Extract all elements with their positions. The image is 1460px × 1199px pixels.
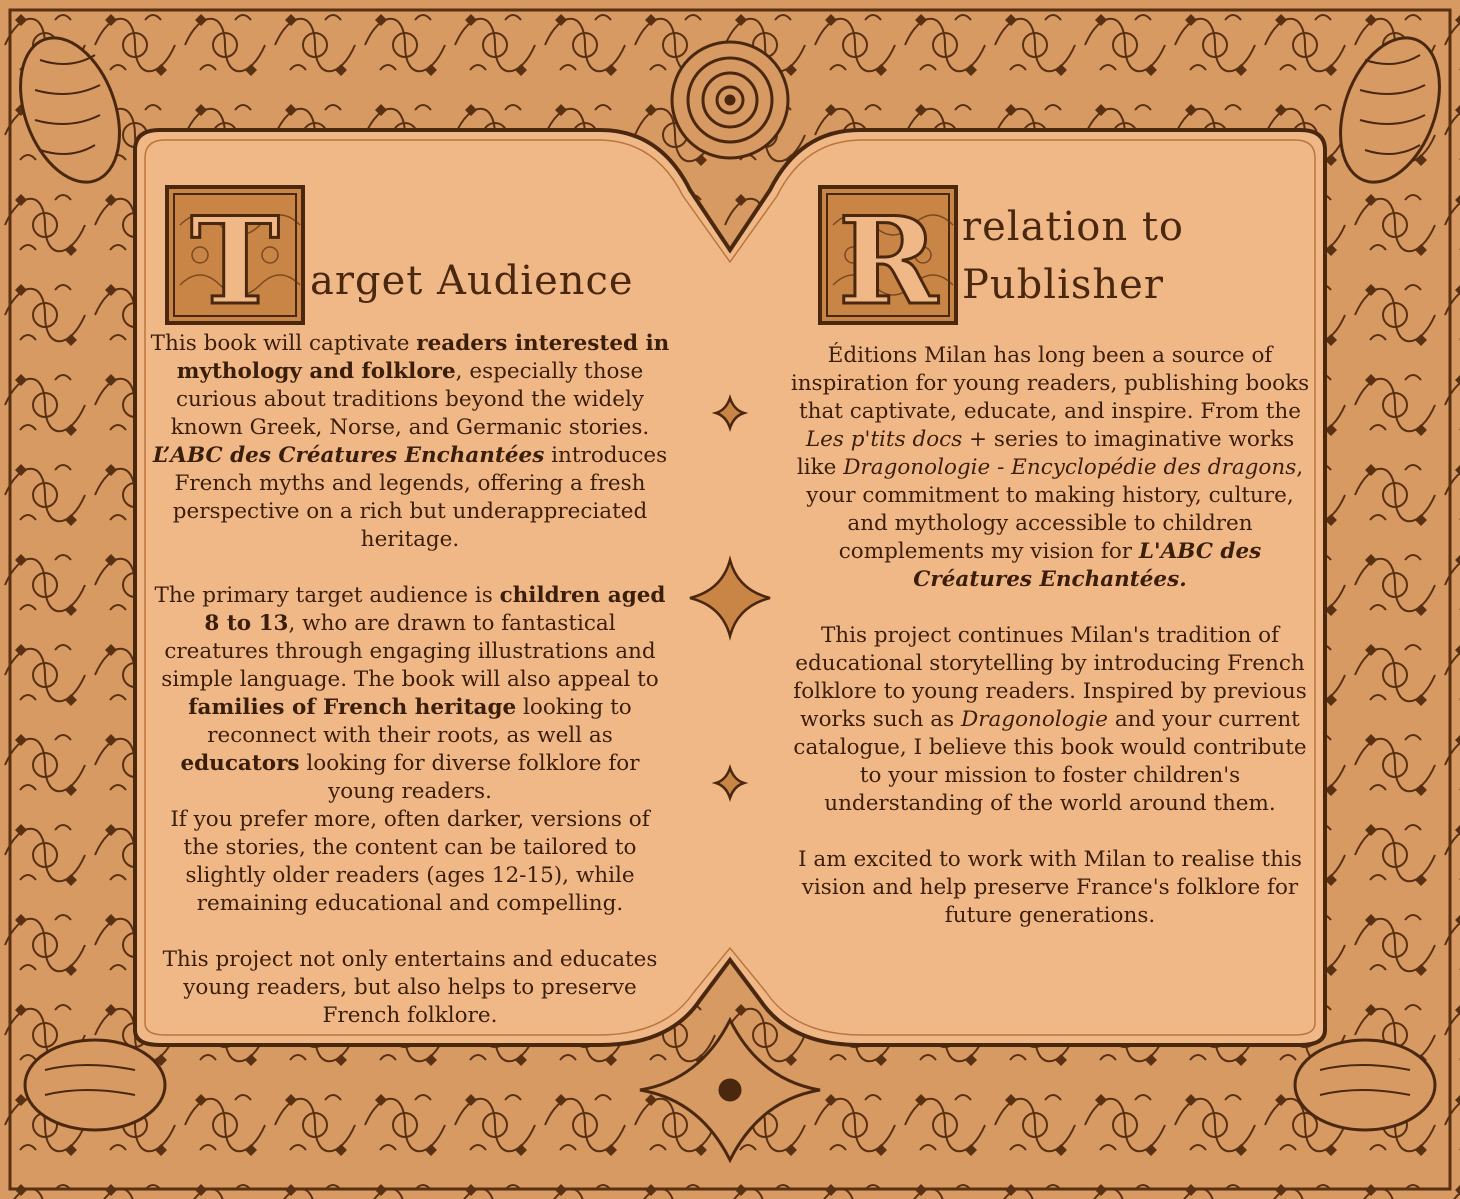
paragraph-tradition: This project continues Milan's tradition of educational storytelling by introducing French folklore to young readers. Inspired by previous works such as Dragonologie and your current catalogue, I believe this book would contribute to your mission to foster children's understanding of the world around them. — [793, 623, 1307, 816]
svg-text:T: T — [190, 191, 280, 325]
target-audience-heading — [150, 180, 670, 330]
paragraph-milan-intro: Éditions Milan has long been a source of inspiration for young readers, publishing books that captivate, educate, and inspire. From the Les p'tits docs + series to imaginative works like Dragonologie - Encyclopédie des dragons, your commitment to making history, culture, and mythology accessible to children complements my vision for L'ABC des Créatures Enchantées. — [790, 343, 1310, 592]
target-audience-section — [150, 180, 670, 1030]
heading-text: arget Audience — [310, 258, 634, 304]
relation-heading — [790, 180, 1310, 330]
heading-line-1: relation to — [962, 204, 1185, 250]
heading-line-2: Publisher — [962, 262, 1164, 308]
svg-text:R: R — [838, 191, 938, 325]
heading-text — [962, 198, 1184, 314]
shell-bottom-right — [1295, 1040, 1435, 1130]
illuminated-initial-r — [818, 185, 958, 325]
relation-to-publisher-section — [790, 180, 1310, 930]
spiral-medallion — [672, 42, 788, 158]
paragraph-closing: I am excited to work with Milan to realise this vision and help preserve France's folklore for future generations. — [798, 847, 1302, 928]
shell-bottom-left — [25, 1040, 165, 1130]
paragraph-preserve: This project not only entertains and educates young readers, but also helps to preserve French folklore. — [162, 947, 658, 1028]
paragraph-intro: This book will captivate readers interested in mythology and folklore, especially those curious about traditions beyond the widely known Greek, Norse, and Germanic stories. L’ABC des Créatures Enchantées introduces French myths and legends, offering a fresh perspective on a rich but underappreciated heritage. — [150, 331, 670, 552]
illuminated-initial-t — [165, 185, 305, 325]
paragraph-audience: The primary target audience is children aged 8 to 13, who are drawn to fantastical creatures through engaging illustrations and simple language. The book will also appeal to families of French heritage looking to reconnect with their roots, as well as educators looking for diverse folklore for young readers. — [154, 583, 666, 804]
paragraph-older-readers: If you prefer more, often darker, versions of the stories, the content can be tailored to slightly older readers (ages 12-15), while remaining educational and compelling. — [170, 807, 650, 916]
